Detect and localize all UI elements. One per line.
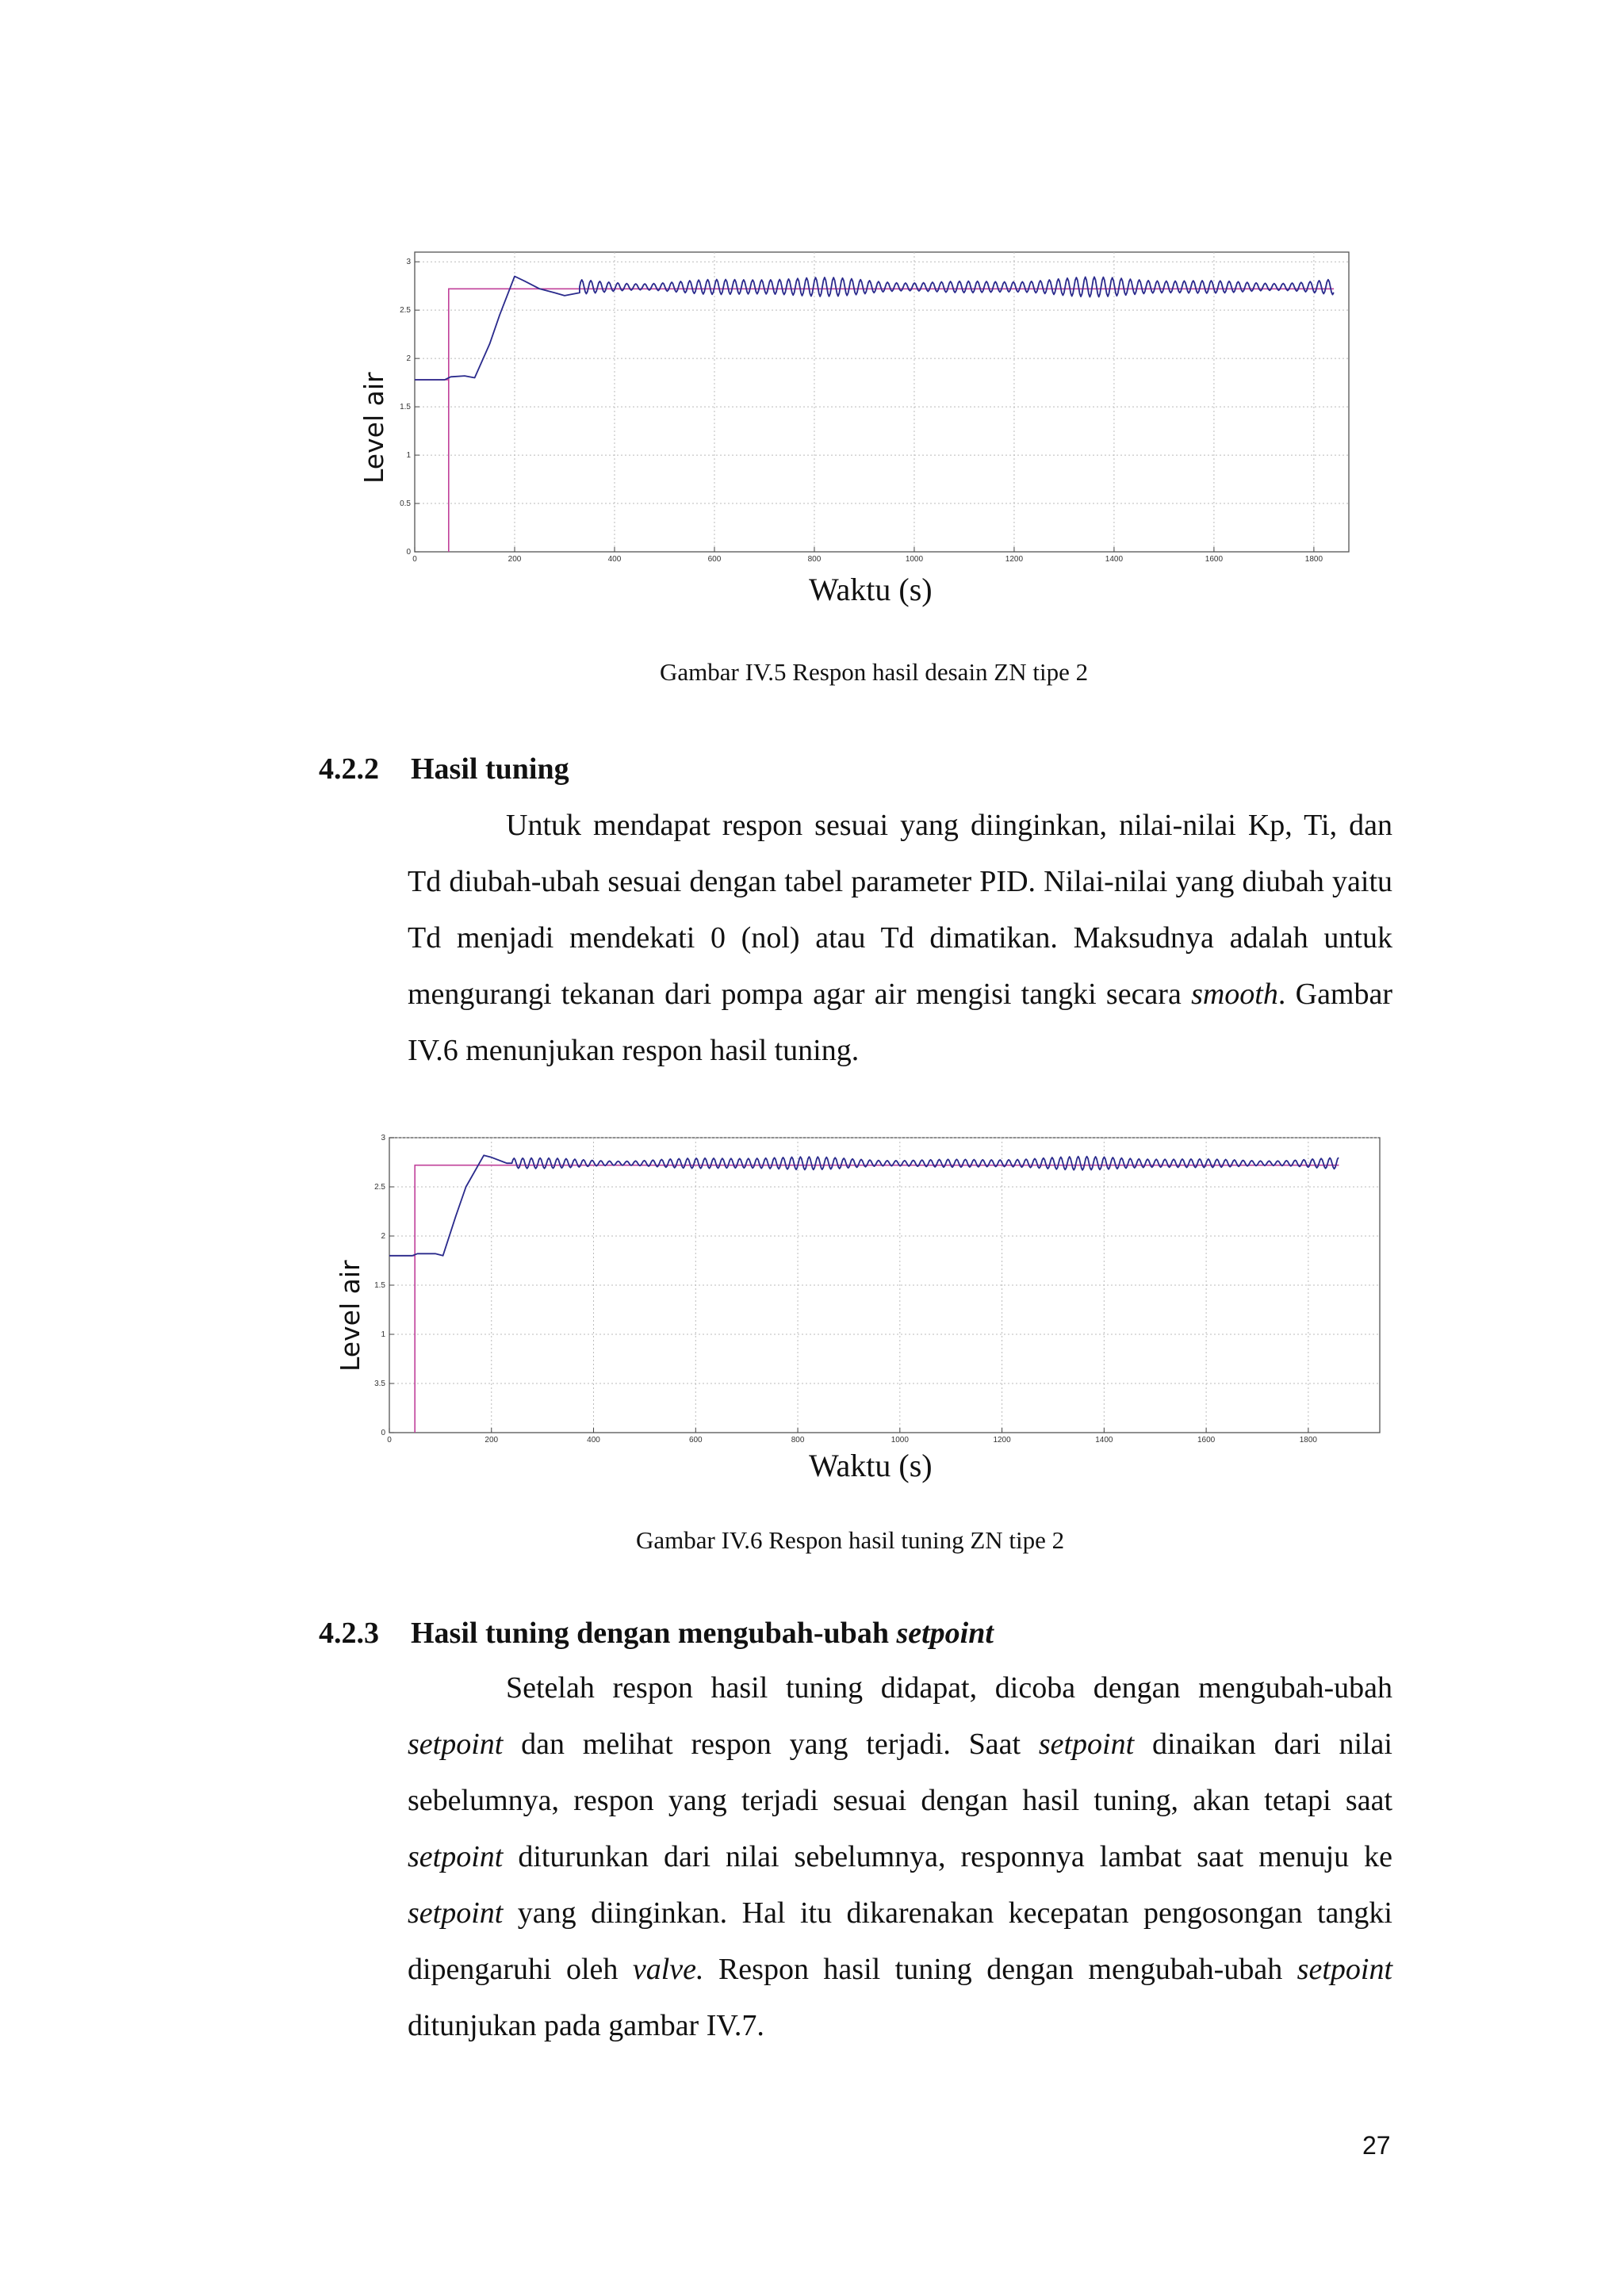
page-number: 27	[1362, 2131, 1391, 2160]
x-tick-label: 1400	[1095, 1436, 1113, 1445]
x-tick-label: 200	[485, 1436, 499, 1445]
x-tick-label: 400	[607, 555, 622, 564]
figure-1	[349, 238, 1380, 618]
plot-frame	[415, 252, 1349, 552]
text-run: ditunjukan pada gambar IV.7.	[408, 2009, 764, 2042]
x-tick-label: 800	[791, 1436, 805, 1445]
y-tick-label: 0.5	[400, 499, 411, 509]
x-tick-label: 1800	[1299, 1436, 1317, 1445]
italic-term: setpoint	[1038, 1728, 1135, 1761]
x-tick-label: 1800	[1304, 555, 1323, 564]
text-run: Respon hasil tuning dengan mengubah-ubah	[703, 1953, 1297, 1986]
chart-1-y-axis-label: Level air	[358, 372, 389, 484]
italic-term: setpoint	[408, 1728, 504, 1761]
text-run: dinaikan dari nilai sebelumnya, respon yang terjadi sesuai dengan hasil tuning, akan tetapi saat	[408, 1728, 1392, 1817]
section-number: 4.2.2	[319, 752, 379, 786]
chart-1-plot	[349, 238, 1380, 587]
y-tick-label: 2	[381, 1232, 385, 1241]
chart-2-x-axis-label: Waktu (s)	[809, 1448, 933, 1483]
section-number: 4.2.3	[319, 1617, 379, 1650]
x-tick-label: 1200	[993, 1436, 1011, 1445]
x-tick-label: 1200	[1005, 555, 1024, 564]
italic-term: setpoint	[408, 1896, 504, 1930]
section-heading-4-2-2	[319, 752, 569, 786]
y-tick-label: 2	[406, 354, 411, 364]
x-tick-label: 0	[387, 1436, 392, 1445]
y-tick-label: 1.5	[374, 1281, 385, 1290]
italic-term: smooth	[1191, 978, 1278, 1011]
x-tick-label: 1000	[891, 1436, 909, 1445]
paragraph-setpoint	[408, 1660, 1392, 2054]
y-tick-label: 1.5	[400, 403, 411, 412]
section-heading-4-2-3	[319, 1616, 994, 1651]
italic-term: valve.	[632, 1953, 704, 1986]
text-run: yang diinginkan. Hal itu dikarenakan kecepatan pengosongan tangki dipengaruhi oleh	[408, 1896, 1392, 1986]
figure-2-caption: Gambar IV.6 Respon hasil tuning ZN tipe 2	[636, 1526, 1065, 1554]
chart-1-x-axis-label: Waktu (s)	[809, 572, 933, 607]
chart-2-plot	[317, 1122, 1396, 1463]
y-tick-label: 0	[381, 1429, 385, 1437]
section-title: Hasil tuning dengan mengubah-ubah	[411, 1617, 897, 1650]
text-run: dan melihat respon yang terjadi. Saat	[503, 1728, 1039, 1761]
x-tick-label: 1000	[905, 555, 924, 564]
text-run: Setelah respon hasil tuning didapat, dicoba dengan mengubah-ubah	[506, 1671, 1392, 1705]
x-tick-label: 600	[707, 555, 722, 564]
y-tick-label: 2.5	[374, 1183, 385, 1192]
y-tick-label: 1	[406, 451, 411, 461]
y-tick-label: 1	[381, 1330, 385, 1339]
x-tick-label: 0	[412, 555, 417, 564]
x-tick-label: 1600	[1197, 1436, 1216, 1445]
text-run: diturunkan dari nilai sebelumnya, responnya lambat saat menuju ke	[503, 1840, 1392, 1873]
y-tick-label: 3	[406, 258, 411, 267]
x-tick-label: 400	[587, 1436, 600, 1445]
y-tick-label: 3	[381, 1134, 385, 1142]
y-tick-label: 0	[406, 548, 411, 557]
text-run: Untuk mendapat respon sesuai yang diinginkan, nilai-nilai Kp, Ti, dan Td diubah-ubah sesuai dengan tabel parameter PID. Nilai-nilai yang diubah yaitu Td menjadi mendekati 0 (nol) atau Td dimatikan. Maksudnya adalah untuk mengurangi tekanan dari pompa agar air mengisi tangki secara	[408, 809, 1392, 1011]
figure-1-caption: Gambar IV.5 Respon hasil desain ZN tipe 2	[660, 658, 1089, 686]
x-tick-label: 600	[688, 1436, 703, 1445]
x-tick-label: 200	[508, 555, 522, 564]
figure-2	[317, 1122, 1396, 1502]
section-title: Hasil tuning	[411, 752, 569, 786]
italic-term: setpoint	[408, 1840, 504, 1873]
text-run: . Gambar IV.6 menunjukan respon hasil tuning.	[408, 978, 1393, 1067]
chart-2-y-axis-label: Level air	[335, 1260, 366, 1372]
paragraph-hasil-tuning	[408, 798, 1392, 1079]
italic-term: setpoint	[1297, 1953, 1392, 1986]
x-tick-label: 1400	[1105, 555, 1124, 564]
x-tick-label: 800	[807, 555, 822, 564]
x-tick-label: 1600	[1205, 555, 1224, 564]
y-tick-label: 2.5	[400, 306, 411, 316]
section-title-italic: setpoint	[896, 1617, 994, 1650]
y-tick-label: 3.5	[374, 1380, 385, 1388]
